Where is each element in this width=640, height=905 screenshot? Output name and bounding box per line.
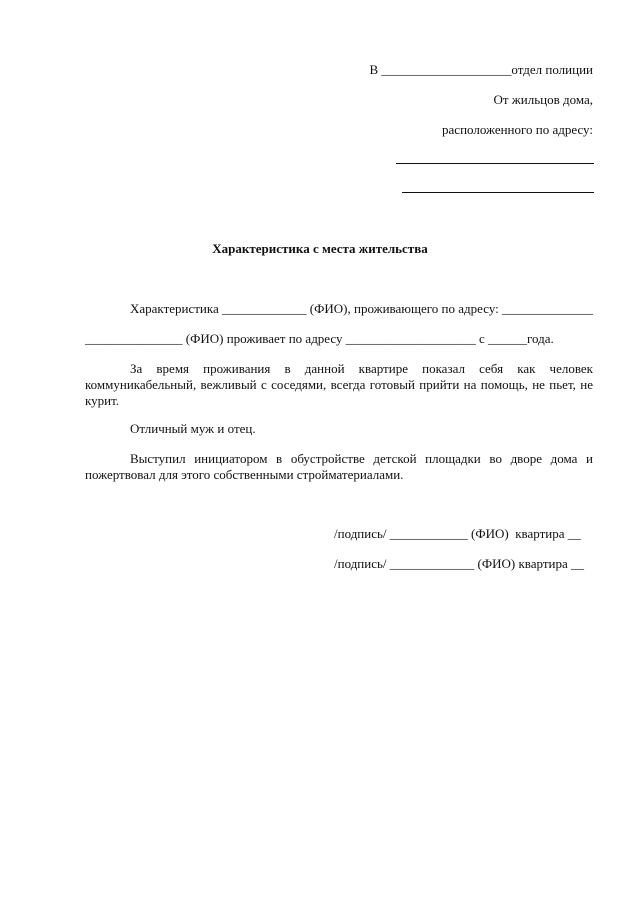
document-title: Характеристика с места жительства	[212, 241, 428, 256]
paragraph-family: Отличный муж и отец.	[130, 421, 256, 436]
sender-line: От жильцов дома,	[493, 92, 593, 107]
address-blank-line-1	[396, 163, 594, 164]
address-label: расположенного по адресу:	[442, 122, 593, 137]
paragraph-initiative: Выступил инициатором в обустройстве детской площадки во дворе дома и пожертвовал для этого собственными стройматериалами.	[85, 451, 593, 482]
addressee-line: В ____________________отдел полиции	[369, 62, 593, 77]
residence-line: _______________ (ФИО) проживает по адресу ____________________ с ______года.	[85, 331, 554, 346]
intro-line: Характеристика _____________ (ФИО), проживающего по адресу: ______________	[130, 301, 594, 316]
signature-line-1: /подпись/ ____________ (ФИО) квартира __	[334, 526, 581, 541]
signature-line-2: /подпись/ _____________ (ФИО) квартира __	[334, 556, 585, 571]
paragraph-character: За время проживания в данной квартире показал себя как человек коммуникабельный, вежливый с соседями, всегда готовый прийти на помощь, не пьет, не курит.	[85, 361, 593, 408]
address-blank-line-2	[402, 192, 594, 193]
